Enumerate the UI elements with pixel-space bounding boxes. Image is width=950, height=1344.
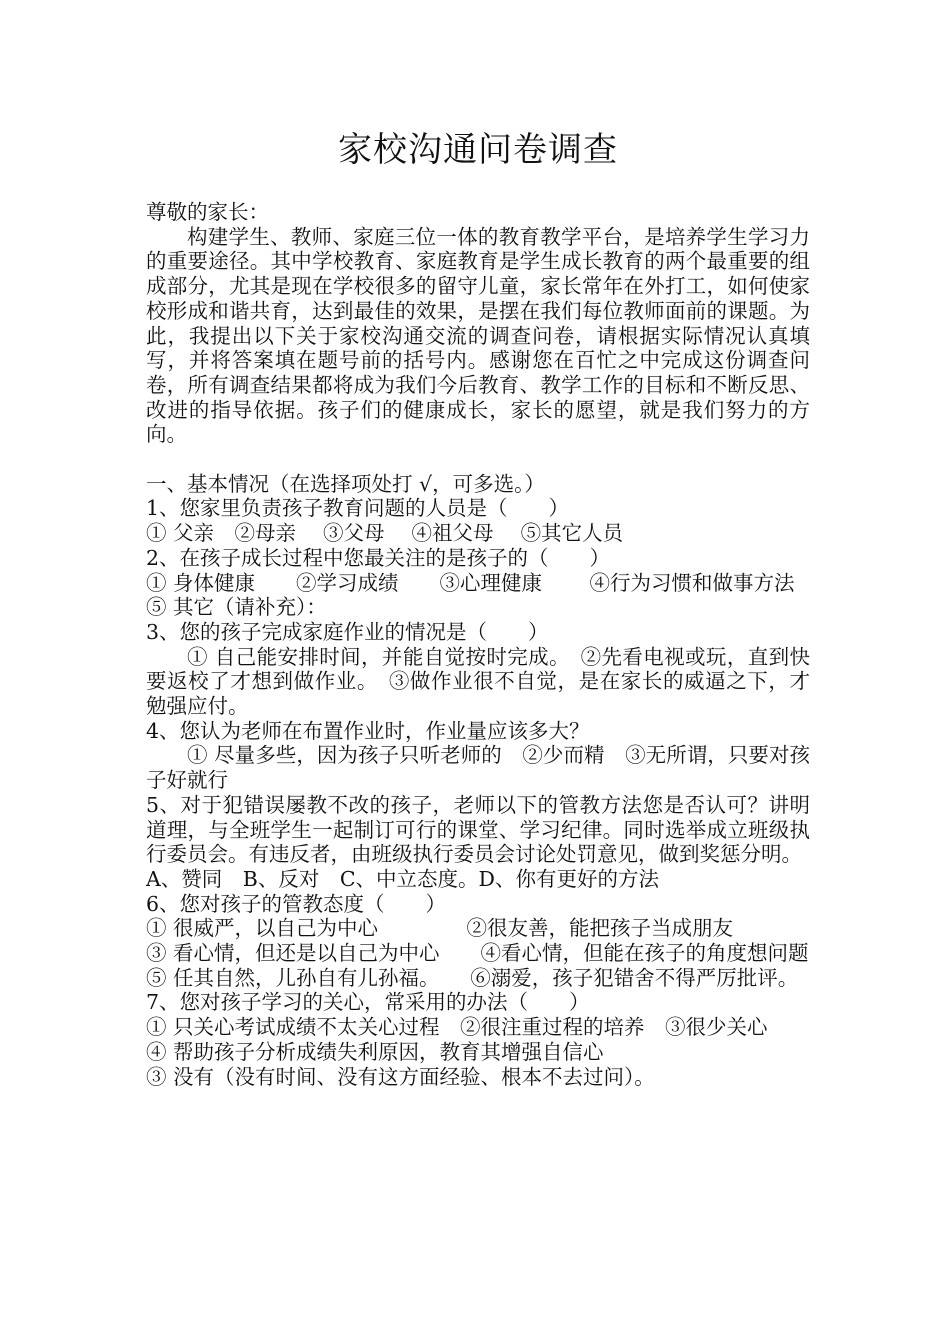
section-heading: 一、基本情况（在选择项处打 √，可多选。） [146,471,545,496]
page-title: 家校沟通问卷调查 [338,130,618,170]
paragraph-spacer [146,447,810,472]
question-4: 4、您认为老师在布置作业时，作业量应该多大？ [146,718,590,743]
greeting: 尊敬的家长： [146,200,269,224]
question-4-options: ① 尽量多些，因为孩子只听老师的 ②少而精 ③无所谓，只要对孩子好就行 [146,743,810,793]
question-5-options: A、赞同 B、反对 C、中立态度。D、你有更好的方法 [146,866,659,891]
document-page [146,0,810,1089]
question-5: 5、对于犯错误屡教不改的孩子，老师以下的管教方法您是否认可？讲明道理，与全班学生一起制订可行的课堂、学习纪律。同时选举成立班级执行委员会。有违反者，由班级执行委员会讨论处罚意见，做到奖惩分明。 [146,792,810,867]
question-2-options: ① 身体健康 ②学习成绩 ③心理健康 ④行为习惯和做事方法 [146,570,795,595]
question-7-options-2: ④ 帮助孩子分析成绩失利原因，教育其增强自信心 [146,1039,604,1064]
question-6-options-2: ③ 看心情，但还是以自己为中心 ④看心情，但能在孩子的角度想问题 [146,941,809,966]
intro-paragraph: 构建学生、教师、家庭三位一体的教育教学平台，是培养学生学习力的重要途径。其中学校教育、家庭教育是学生成长教育的两个最重要的组成部分，尤其是现在学校很多的留守儿童，家长常年在外打工，如何使家校形成和谐共育，达到最佳的效果，是摆在我们每位教师面前的课题。为此，我提出以下关于家校沟通交流的调查问卷，请根据实际情况认真填写，并将答案填在题号前的括号内。感谢您在百忙之中完成这份调查问卷，所有调查结果都将成为我们今后教育、教学工作的目标和不断反思、改进的指导依据。孩子们的健康成长，家长的愿望，就是我们努力的方向。 [146,224,810,447]
question-6-options-1: ① 很威严，以自己为中心 ②很友善，能把孩子当成朋友 [146,916,734,941]
question-6-options-3: ⑤ 任其自然，儿孙自有儿孙福。 ⑥溺爱，孩子犯错舍不得严厉批评。 [146,965,799,990]
question-7-options-3: ③ 没有（没有时间、没有这方面经验、根本不去过问）。 [146,1064,655,1089]
document-body [146,200,810,1089]
question-7-options-1: ① 只关心考试成绩不太关心过程 ②很注重过程的培养 ③很少关心 [146,1015,768,1040]
question-2-option-other: ⑤ 其它（请补充）： [146,595,327,620]
question-1-options: ① 父亲 ②母亲 ③父母 ④祖父母 ⑤其它人员 [146,521,624,546]
question-7: 7、您对孩子学习的关心，常采用的办法（ ） [146,990,590,1015]
question-3-options: ① 自己能安排时间，并能自觉按时完成。 ②先看电视或玩，直到快要返校了才想到做作业。 ③做作业很不自觉，是在家长的威逼之下，才勉强应付。 [146,644,810,719]
question-6: 6、您对孩子的管教态度（ ） [146,891,447,916]
question-1: 1、您家里负责孩子教育问题的人员是（ ） [146,496,570,521]
question-3: 3、您的孩子完成家庭作业的情况是（ ） [146,619,549,644]
question-2: 2、在孩子成长过程中您最关注的是孩子的（ ） [146,545,611,570]
